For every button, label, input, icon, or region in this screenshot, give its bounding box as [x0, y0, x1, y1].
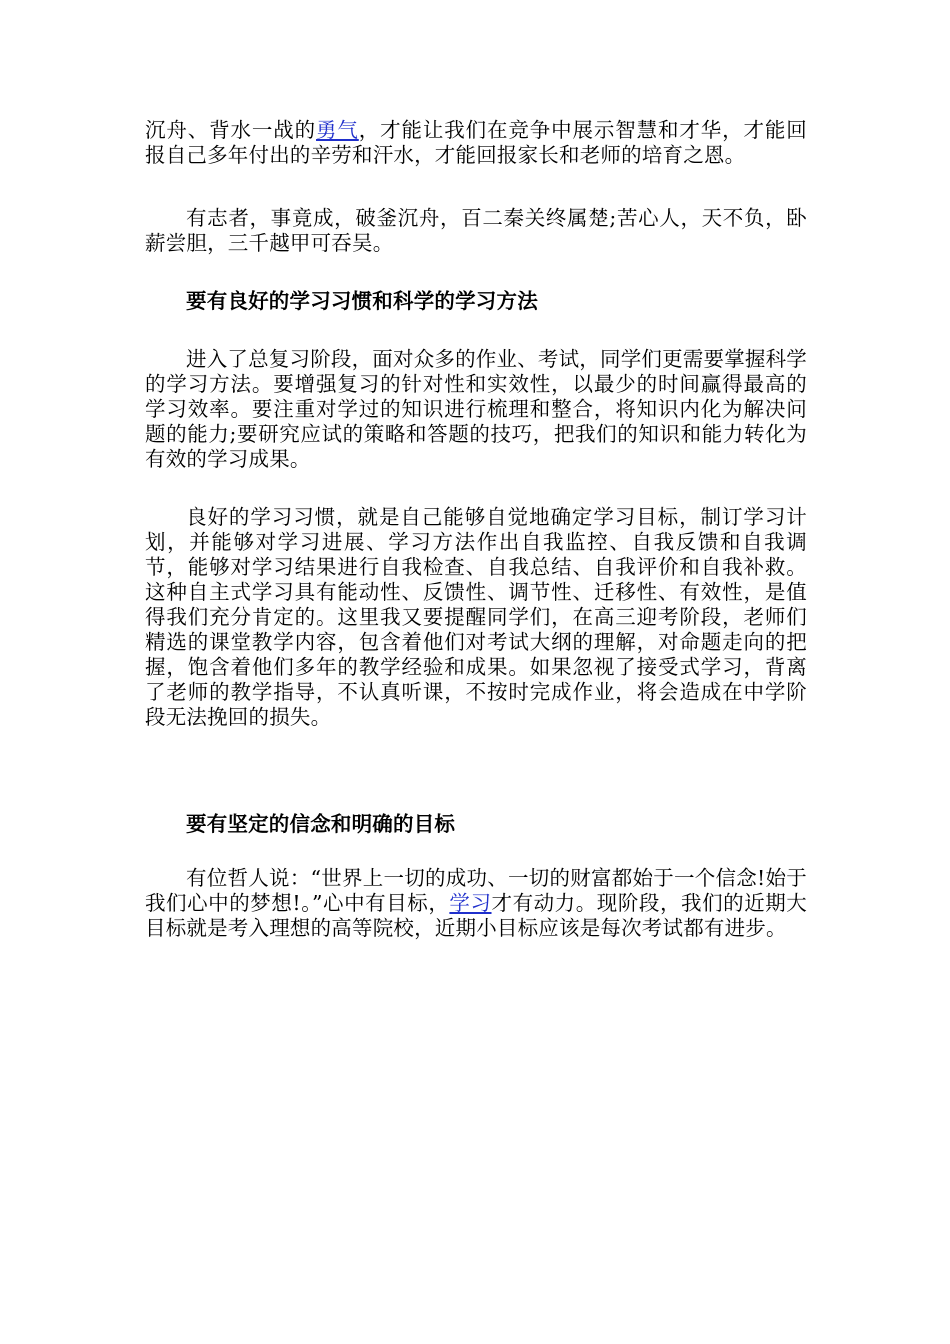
study-link[interactable]: 学习: [449, 891, 492, 915]
paragraph-belief: [145, 866, 807, 941]
section-heading-belief-goals: 要有坚定的信念和明确的目标: [186, 812, 456, 836]
section-heading-study-habits: 要有良好的学习习惯和科学的学习方法: [186, 289, 538, 313]
paragraph-study-methods: 进入了总复习阶段，面对众多的作业、考试，同学们更需要掌握科学的学习方法。要增强复习的针对性和实效性，以最少的时间赢得最高的学习效率。要注重对学过的知识进行梳理和整合，将知识内化为解决问题的能力;要研究应试的策略和答题的技巧，把我们的知识和能力转化为有效的学习成果。: [145, 347, 807, 471]
document-page: [145, 118, 807, 941]
paragraph-belief-text-before: 有位哲人说：“世界上一切的成功、一切的财富都始于一个信念!始于我们心中的梦想!。”心中有目标，: [145, 866, 807, 915]
paragraph-belief-text-after: 才有动力。现阶段，我们的近期大目标就是考入理想的高等院校，近期小目标应该是每次考试都有进步。: [145, 891, 808, 940]
paragraph-proverb: 有志者，事竟成，破釜沉舟，百二秦关终属楚;苦心人，天不负，卧薪尝胆，三千越甲可吞吴。: [145, 206, 807, 255]
paragraph-courage-text-before: 沉舟、背水一战的: [145, 118, 317, 142]
paragraph-courage-text-after: ，才能让我们在竞争中展示智慧和才华，才能回报自己多年付出的辛劳和汗水，才能回报家长和老师的培育之恩。: [145, 118, 808, 167]
courage-link[interactable]: 勇气: [316, 118, 359, 142]
paragraph-courage: [145, 118, 807, 168]
paragraph-study-habits: 良好的学习习惯，就是自己能够自觉地确定学习目标，制订学习计划，并能够对学习进展、学习方法作出自我监控、自我反馈和自我调节，能够对学习结果进行自我检查、自我总结、自我评价和自我补救。这种自主式学习具有能动性、反馈性、调节性、迁移性、有效性，是值得我们充分肯定的。这里我又要提醒同学们，在高三迎考阶段，老师们精选的课堂教学内容，包含着他们对考试大纲的理解，对命题走向的把握，饱含着他们多年的教学经验和成果。如果忽视了接受式学习，背离了老师的教学指导，不认真听课，不按时完成作业，将会造成在中学阶段无法挽回的损失。: [145, 505, 807, 729]
